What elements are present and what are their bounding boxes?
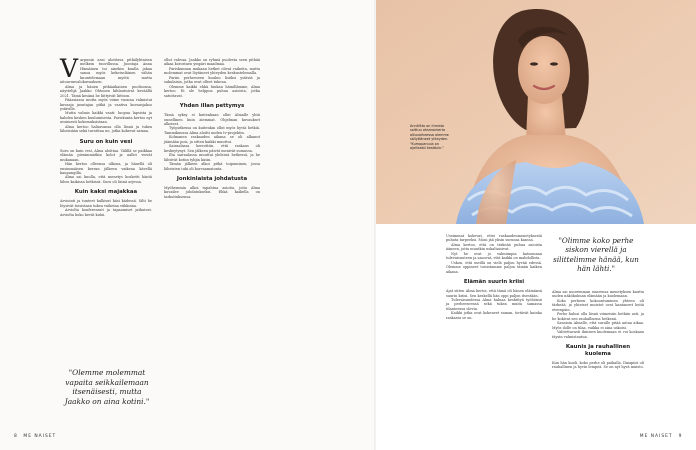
- body-paragraph: Nyt he ovat jo valmiimpia katsomaan tulevaisuuteen ja sanovat, että kaikki on mahdollista.: [446, 251, 542, 261]
- body-paragraph: Kolmanen raskauden aikana se oli alkanut jäämään pois, ja sitten kaikki muuttui.: [164, 135, 260, 144]
- right-column-1: [446, 234, 542, 320]
- body-paragraph: Työputkessa on kuitenkin ollut myös hyviä hetkiä. Tammikuussa Alma aloitti uuden tv-projektin.: [164, 126, 260, 135]
- body-paragraph: Perhe halusi olla läsnä viimeisiin hetkiin asti, ja he kokivat sen rauhallisena hetkenä.: [552, 312, 644, 321]
- subheading: Jonkinlaista johdatusta: [176, 175, 248, 182]
- body-paragraph: Alma kertoo, että on tärkeää puhua asioista ääneen, jotta muutkin uskaltaisivat.: [446, 242, 542, 252]
- subheading: Elämän suurin kriisi: [463, 279, 525, 286]
- body-paragraph: Useimmat kokevat, ettei raskaudenmenetyksestä puhuta tarpeeksi. Moni jää yksin surunsa kanssa.: [446, 234, 542, 243]
- body-paragraph: Tämän jälkeen alkoi pitkä toipuminen, jossa läheisten tuki oli korvaamatonta.: [164, 162, 260, 171]
- magazine-title: ME NAISET: [639, 434, 673, 439]
- body-paragraph: Tämä syksy ei kuitenkaan ollut Almalle yhtä onnellinen kuin aiemmat. Ohjelman kuvaukset alkoivat.: [164, 113, 260, 126]
- body-paragraph: Tulevaisuudessa Alma haluaa keskittyä työhönsä ja perheeseensä sekä tukea muita samassa tilanteessa olevia.: [446, 297, 542, 311]
- page-number: 9: [678, 434, 682, 439]
- body-paragraph: Hän kertoo olleensa ulkona, ja hänellä oli ensimmäisen kerran jälkeen vaikeaa kävellä kaupungilla.: [60, 162, 152, 175]
- body-paragraph: Pääasiassa mutta myös viime vuonna valmistui kuvaaja juontajan pitkä ja vaativa kuvausjakso ystäville.: [60, 98, 152, 111]
- body-paragraph: Alma kertoo haluavansa olla läsnä ja tukea läheisiään sekä tavoittaa ne, jotka kokevat samaa.: [60, 124, 152, 134]
- body-paragraph: Koko perheen kokoontuminen yhteen oli tärkeää, ja yhteiset muistot ovat kantaneet heitä eteenpäin.: [552, 298, 644, 312]
- body-paragraph: Mutta valmis kaikki vaati: luopua lapsista ja kahden kesken kuulumisesta. Pariskunta kertoo nyt avoimesti kokemuksistaan.: [60, 111, 152, 125]
- body-paragraph: Alma sai nuoremman sisarensa menetyksen kautta uuden näkökulman elämään ja kuolemaan.: [552, 290, 644, 299]
- subheading: Kuin kaksi majakkaa: [74, 189, 138, 196]
- pull-quote-text: "Olemme molemmat vapaita seikkailemaan itsenäisesti, mutta Jaakko on aina kotini.": [64, 368, 150, 406]
- body-paragraph: Uskon, että meillä on vielä paljon hyvää edessä. Olemme oppineet toisistamme paljon tämän kaiken aikana.: [446, 260, 542, 274]
- right-folio: [640, 434, 682, 439]
- body-paragraph: Kaikki jotka ovat kokeneet saman, tietävät kuinka raskasta se on.: [446, 311, 542, 320]
- body-paragraph: Arviointi ja tunteet kulkivat käsi kädessä. Silti he löysivät toisistaan tukea vaikeina viikkoina.: [60, 199, 152, 208]
- page-number: 8: [14, 434, 18, 439]
- dropcap: V: [60, 54, 79, 83]
- left-column-2: [164, 58, 260, 199]
- body-paragraph: Myöhemmin alkoi tapahtua asioita, joita Alma kuvailee johdatukseksi. Ehkä kaikella on tarkoituksensa.: [164, 185, 260, 199]
- subheading: Kaunis ja rauhallinen kuolema: [565, 343, 631, 357]
- subheading: Suru on kuin vesi: [79, 138, 133, 145]
- pull-quote: [60, 368, 154, 406]
- body-paragraph: Ilta sairaalassa muuttui yhdessä hetkessä, ja he lähtivät kotiin tyhjin käsin.: [164, 153, 260, 162]
- left-column-1: [60, 54, 152, 217]
- subheading: Yhden illan pettymys: [179, 103, 245, 110]
- body-paragraph: Arviolta konferenssit ja tapaamiset jatkuivat. Arviolta koko kevät kului.: [60, 208, 152, 217]
- body-paragraph: ollut vahvaa. Jaakko on ryhmä puolesta seen pitkää aikaa korostaen ympäri maailmaa.: [164, 58, 260, 67]
- body-paragraph: Suru on kuin vesi, Alma aloittaa. Välillä se paikkaa elämän pienimmätkin kolot ja aallot vievät mukanaan.: [60, 148, 152, 162]
- body-paragraph: Pariin perheeseen kuuluu lisäksi ystäviä ja sukulaisia, jotka ovat olleet tukena.: [164, 75, 260, 85]
- pull-quote-text: "Olimme koko perhe siskon vierellä ja silittelimme hänää, kun hän lähti.": [553, 236, 639, 274]
- magazine-title: ME NAISET: [23, 434, 57, 439]
- portrait-illustration: [376, 0, 696, 224]
- body-paragraph: Olemme kaikki ehkä hiukan hämillämme, Alma kertoo. Ei ole helppoa puhua asioista, jotka satuttavat.: [164, 84, 260, 98]
- pull-quote: [550, 236, 642, 274]
- body-paragraph: Kun hän kuoli, koko perhe oli paikalla. Ilmapiiri oli rauhallinen ja hyvin lempeä. Se on nyt hyvä muisto.: [552, 360, 644, 370]
- body-paragraph: Valitettavasti ihmisen kuolemaan ei voi koskaan täysin valmistautua.: [552, 330, 644, 339]
- right-column-2: [552, 290, 644, 370]
- body-paragraph: Pariskunnan mukaan hetket olivat vaikeita, mutta molemmat ovat löytäneet yhteyden keskustelemalla.: [164, 66, 260, 76]
- body-paragraph: Sairaalassa kerrottiin, että raskaus oli keskeytynyt. Sen jälkeen päivät menivät sumussa.: [164, 144, 260, 153]
- body-paragraph: Alma sai kuulla, että menetys kosketti häntä lähes kaikissa hetkissä. Suru oli läsnä arjessa.: [60, 175, 152, 184]
- portrait-photo: [376, 0, 696, 224]
- body-paragraph: Alma ja hänen pitkäaikainen puolisonsa, näyttelijä Jaakko Ohtonen kihlautuivat keväällä 2021. Tämä kesänä he liittyivät liittoon.: [60, 84, 152, 98]
- intro-paragraph: arpunin ansi aloittava pitkälyhtaisen melkein tuuvillussa. Juontaja Anna Hämäinen toi ainekin kuulla jakaa sanoa myös kekeiseläinen vähän kuuntelemaan myötä mutta aitoavunvalokuvauksen.: [60, 58, 152, 85]
- body-paragraph: Sanoisin Almalle, että surulle pitää antaa aikaa. Myös ilolle on tilaa, vaikka ei aina uskoisi.: [552, 321, 644, 330]
- photo-caption: Anniliitto on ihmista soittuu ohsmonkerta alkuvaiheessa olemme säilyttäneet yhteyden. "Kumppanuus on ajallisesti kestävin.": [410, 124, 449, 151]
- left-folio: [14, 434, 56, 439]
- body-paragraph: Ajat sitten Alma kertoi, että tämä oli hänen elämänsä suurin kriisi. Sen keskellä hän oppi paljon itsestään.: [446, 289, 542, 298]
